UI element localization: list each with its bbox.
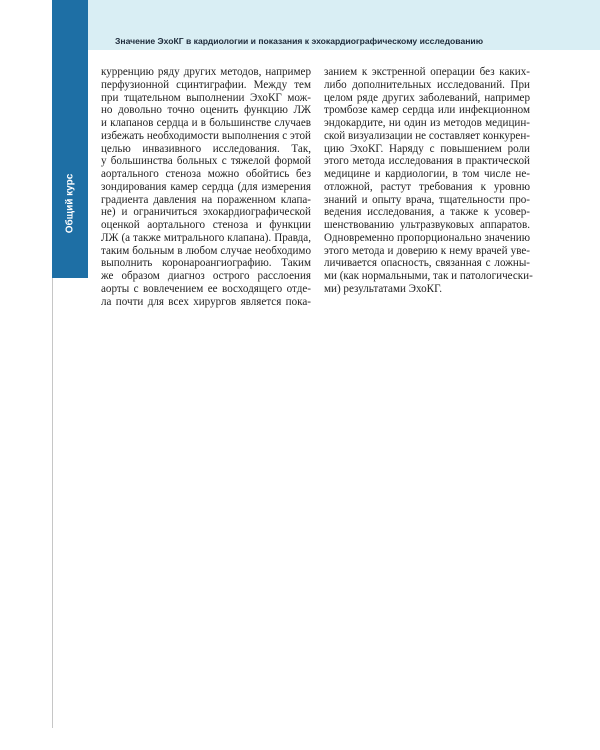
text-line: цию ЭхоКГ. Наряду с повышением роли: [324, 142, 530, 155]
margin-rule: [52, 278, 53, 728]
text-line: целом ряде других заболеваний, например: [324, 91, 530, 104]
text-line: шенствованию ультразвуковых аппаратов.: [324, 219, 530, 231]
text-line: ми) результатами ЭхоКГ.: [324, 282, 442, 295]
text-line: этого метода исследования в практической: [324, 155, 530, 168]
body-text-column-right: [324, 66, 533, 296]
text-line: при тщательном выполнении ЭхоКГ мож-: [101, 91, 311, 104]
text-line: либо дополнительных исследований. При: [324, 78, 530, 91]
text-line: эндокардите, ни один из методов медицин-: [324, 117, 530, 129]
text-line: избежать необходимости выполнения с этой: [101, 129, 311, 142]
text-line: таким больным в любом случае необходимо: [101, 244, 311, 257]
text-line: ми (как нормальными, так и патологически-: [324, 270, 533, 282]
section-side-tab-label: Общий курс: [64, 173, 76, 233]
text-line: же образом диагноз острого расслоения: [101, 270, 311, 282]
text-line: знаний и опыту врача, тщательности про-: [324, 193, 530, 206]
section-side-tab-label-wrap: [52, 174, 88, 232]
text-line: целью инвазивного исследования. Так,: [101, 142, 311, 155]
text-line: ла почти для всех хирургов является пока-: [101, 295, 311, 308]
text-line: но довольно точно оценить функцию ЛЖ: [101, 104, 311, 117]
text-line: аортального стеноза можно обойтись без: [101, 168, 311, 180]
text-line: медицине и кардиологии, в том числе не-: [324, 168, 530, 180]
text-line: зондирования камер сердца (для измерения: [101, 180, 311, 193]
text-line: ской визуализации не составляет конкурен-: [324, 129, 530, 142]
body-text-column-left: [101, 66, 311, 308]
text-line: отложной, растут требования к уровню: [324, 180, 530, 193]
text-line: личивается опасность, связанная с ложны-: [324, 257, 530, 270]
text-line: ЛЖ (а также митрального клапана). Правда,: [101, 231, 311, 244]
text-line: у большинства больных с тяжелой формой: [101, 155, 311, 168]
text-line: и клапанов сердца и в большинстве случаев: [101, 117, 311, 129]
text-line: градиента давления на пораженном клапа-: [101, 193, 311, 206]
text-line: оценкой аортального стеноза и функции: [101, 219, 311, 231]
text-line: ведения исследования, а также к усовер-: [324, 206, 530, 219]
text-line: занием к экстренной операции без каких-: [324, 66, 530, 78]
text-line: не) и ограничиться эхокардиографической: [101, 206, 311, 219]
text-line: выполнить коронароангиографию. Таким: [101, 257, 311, 270]
text-line: перфузионной сцинтиграфии. Между тем: [101, 78, 311, 91]
text-line: этого метода и доверию к нему врачей уве-: [324, 244, 530, 257]
text-line: аорты с вовлечением ее восходящего отде-: [101, 282, 311, 295]
text-line: Одновременно пропорционально значению: [324, 231, 530, 244]
running-header-title: Значение ЭхоКГ в кардиологии и показания к эхокардиографическому исследованию: [115, 36, 484, 46]
text-line: тромбозе камер сердца или инфекционном: [324, 104, 530, 117]
section-side-tab: [52, 0, 88, 278]
text-line: курренцию ряду других методов, например: [101, 66, 311, 78]
